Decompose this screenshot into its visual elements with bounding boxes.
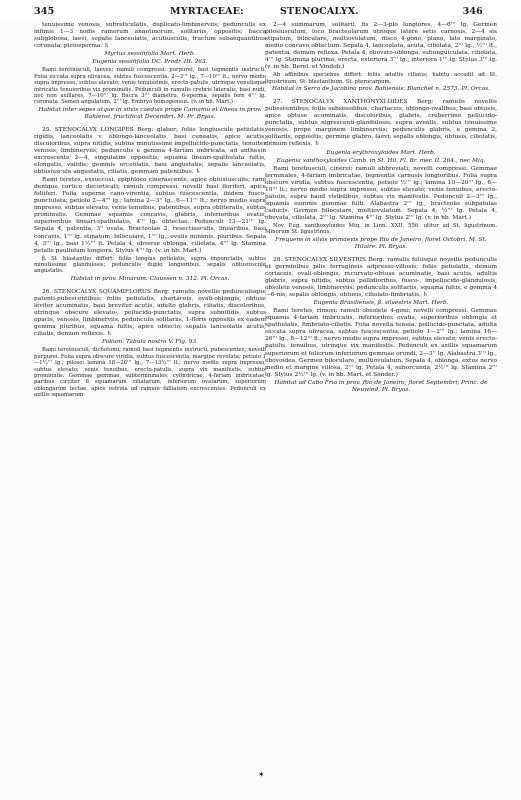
- right-block-7: Nov. Eug. xanthoxyloides Miq. in Linn. XXII. 556. utitur ad St. ligustrinum. Minorum St. ligustrinus.: [265, 222, 497, 236]
- right-block-2: Habitat in Serra de Jacobina prov. Bahiensis: Blanchet n. 2573. Pl. Orcas.: [271, 86, 491, 93]
- right-block-9: 28. STENOCALYX SILVESTRIS Berg: ramulis foliisque novellis pedunculis et germinibus pilis ferrugineis adpresso-villosis; foliis petiolatis, demum coriaceis, ovali-oblongis, recurvato-obtuse acuminatis, basi acutis, adultis glabris, supra nitidis, subtus pallidioribus, fusco-, impellucido-glandulosis, obsolete venosis, limbinerviis; pedunculis solitariis, squama fultis, e gemma 4—6-nis; sepalis oblongis, obtusis, ciliolato-fimbriatis. ♄: [265, 256, 497, 299]
- right-block-11: Rami teretes, rimosi; ramuli obsolete 4-goni; novelli compressi. Gemmae squamis 4-fariam imbricatis, inferioribus ovatis, superioribus oblongis et spathulatis, fimbriato-ciliatis. Folia novella tenuia, pellucido-punctata, adulta siccata supra olivacea, subtus fuscescentia; petiolo 1—2''' lg.; lamina 16—26''' lg., 8—12''' lt.; nervo medio supra impresso, subtus elevato; venis erecto-patulis, tenuibus, utrinque vix manifestis. Pedunculi ex axillis squamarum superiorum et foliorum inferiorum gemmae orundi, 2—3'' lg. Alabastra 3''' lg., obovoidea. Germen biloculare, multiovulatum. Sepala 4, oblonga, extus nervo medio et margine villosa, 2''' lg. Petala 4, suborcunda, 2½''' lg. Stamina 2''' lg. Stylus 2½''' lg. (v. in hb. Mart. et Sonder.): [265, 308, 497, 378]
- left-block-8: Habitat in prov. Minarum: Claussen n. 312. Pl. Orcas.: [70, 275, 230, 282]
- page-number-left: 345: [34, 6, 55, 17]
- left-block-9: 26. STENOCALYX SQUAMIFLORUS Berg: ramulis novellis pedunculisque patenti-pubescentibus; foliis petiolatis, chartaceis, ovali-oblongis, obtuse leviter acuminatis, basi breviter acutis, adulto glabris, ciliatis, discoloribus, utrinque obscure elevato-, pellucido-punctatis, supra subnitidis, subtus opacis, venosis, limbinerviis; pedunculis solitariis, 1-floris oppositis ex eadem gemma plurihus, squama fultis, apice obtecto; sepalis lanceolatis acutis, ciliatis, demum reflexis. ♄: [34, 288, 266, 338]
- page-number-right: 346: [462, 6, 483, 17]
- right-block-3: 27. STENOCALYX XANTHONYXLOIDES Berg: ramulis novellis pubescentibus; foliis subsessilibus, chartaceis, oblongo-ovalibus, basi obtusis, apice obtuse acuminatis, discoloribus, glabris, creberrime pellucido-punctatis, subtus nigrescenti-glandulosis, supra avenlis, subtus tenuissime venosis, prope marginem limbinerviis; pedunculis glabris, e gemma 2, solitariis, oppositis; germine glabro, laevi; sepalis oblongis, obtusis, ciliolatis, demum reflexis. ♄: [265, 99, 497, 148]
- right-block-8: Frequens in silvis primaevis prope Rio de Janeiro, floret Octobri. M. St. Hilaire. Pl. Bryas.: [275, 236, 487, 250]
- right-block-0: 2—4 summarum, solitarii, fis 2—3-plo longiores, 4—6''' lg. Germen pilosiusculum, loco bracteolarum utroque latere setis carnosis, 2—4 sis stipatum, biloculare, multiovulatum, disco 4-gono, plano, late marginato, medio concavo obtectum. Sepala 4, lanceolata, acuta, ciliolata, 2''' lg., ½''' lt., patentia, demum reflexa. Petala 4, obovato-oblonga, subunguiculata, ciliolata, 4''' lg. Stamina plurima, erecta, exteriora 3''' lg., interiora 1''' lg. Stylus 3''' lg. (v. in hb. Berol. et Vindob.): [265, 22, 497, 71]
- right-block-10: Eugenia Brasiliensis, β. silvestris Mart. Herb.: [313, 300, 449, 307]
- left-block-4: Habitat inter sepes atque in silvis caeduis prope Camamú et Ilheos in prov. Bahiensi, fructificat Decembri. M. Pr. Bryas.: [38, 106, 262, 120]
- left-block-3: Rami teretiusculi, laeves; ramuli compressi, purpurei, basi tegmentis instructi. Folia siccata supra olivacea, subtus fuscescentia, 2—3''' lg., 7—10''' lt.; nervo medio supra impresso, subtus elevato; venis tenuissimis, erecto-patulis, utrinque venulisque intricatis tenuioribus vix prominulis. Pedunculi in ramulis crebris lateralis, basi nudi, nec non axillares, 7—10''' lg. Bacca 3''' diametro, 6-sperma, sepalis fere 4''' lg. coronata. Semen angulatum, 2''' lg. Embryo homogeneus. (v. in hb. Mart.): [34, 67, 266, 106]
- left-block-11: Rami teretiusculi, dichotomi; ramuli basi tegmentis instructi, pubescentes; novelli purpurei. Folia supra obscure viridia, subtus fuscescentia, margine revoluta; petiolo 1—1½''' lg., piloso; lamina 18—26''' lg., 7—13½''' lt.; nervo medio supra impresso, subtus elevato; venis tenuibus, erecto-patulis, supra vix manifestis, subtus prominulis. Gemmae gemmae, subtermninales, cylindricae, 4-fariam imbricatae, paribus circiter 8 squamarum ciliatarum, inferiorum ovatarum, superiorum oblongarum tectae, apice ostrina ad ramum falliatum excrescentes. Pedunculi ex axillis squamarum: [34, 347, 266, 399]
- running-title-left: MYRTACEAE:: [170, 6, 244, 17]
- left-block-0: tenuissime venosis, subreticulatis, duplicato-limbinerviis; pedunculis ex infimis 1—3 nodis ramorum annotinorum, solitariis, oppositis; bacca subglobosa, laevi, sepalis lanceolatis, acutiusculis, fructum subaequantibus coronata, pleiosperma. ♄: [34, 22, 266, 50]
- running-title-right: STENOCALYX.: [280, 6, 359, 17]
- right-column: [265, 22, 497, 395]
- footer-ornament: ✶: [258, 770, 265, 779]
- left-block-7: β. St. blastantho differt: foliis longius petiolatis, supra impunctatis, subtus minutissime glandulosis; pedunculis duplo longioribus, sepalis obtusiuscule angustatis.: [34, 255, 266, 275]
- right-block-1: Ab affinibus speciebus differt: foliis adultis ciliatis; habitu accedit ad St. ligustrinum, St. blastanthum, St. pterocarpum.: [265, 72, 497, 85]
- left-block-1: Myrtus sessilifolia Mart. Herb.: [104, 51, 196, 58]
- right-block-5: Eugenia xanthoxyloides Camb. in St. Hil. Fl. Br. mer. II. 264., nec Miq.: [276, 157, 486, 164]
- right-block-6: Rami teretiusculi, cinerei; ramuli abbreviati; novelli compressi. Gemmae terminales, 4-fariam imbricatae, tegmentis carnosis longioribus. Folia supra obscure viridia, subtus fuscescentia; petiolo ½''' lg.; lamina 10—20''' lg., 6—10''' lt.; nervo medio supra impresso, subtus elevato; venis tenuibus, erecto-patulis, supra haud visibilibus, subtus vix manifestis. Pedunculi 2—3''' lg., squamis summis gemmae fulti. Alabastra 2''' lg., bracteolis subpatulas caducis. Germen biloculare, multiovulatum. Sepala 4, ½''' lg. Petala 4, obovata, ciliolata, 2''' lg. Stamina 4''' lg. Stylus 2''' lg. (v. in hb. Mart.): [265, 165, 497, 221]
- right-block-12: Habitat ad Cabo Frio in prov. Rio de Janeiro, floret Septembri; Princ. de Neuwied. Pl. Bryas.: [274, 379, 488, 393]
- left-column: [34, 22, 266, 400]
- left-block-10: Folium: Tabula nostra V. Fig. 93.: [101, 339, 199, 346]
- left-block-5: 25. STENOCALYX LONGIPES Berg: glaber; foliis longiuscule petiolatis, rigidis, lanceolatis v. oblongo-lanceolatis, basi cuneatis, apice acutis, discoloribus, supra nitidis, subtus minutissime impellucido-punctatis, tenuiter venosis, limbinerviis; pedunculis e gemma 4-fariam imbricata, ad anthesin excrescente 2—4, singulatim oppositis, squama lineari-spathulata fultis, elongatis, validis; gemmis urceolatis, basi angustatis; sepalis lanceolatis, obtusiuscule angustatis, ciliatis, gemmam patentibus. ♄: [34, 126, 266, 176]
- left-block-6: Rami teretes, exsuccosi, epiphloeo cinerascente, apice obtusiusculis; rami denique cortice decorticati; ramuli compressi, novelli basi floriferi, apice foliiferi. Folia superne cano-virentia, subtus fuscescentia, ibidem fusco-punctulata; petiolo 2—4''' lg.; lamina 2—3'' lg., 6—11''' lt.; nervo medio supra impresso, subtus elevato; venis tenuibus, patentibus, supra obliteratis, subtus prominulis. Gemmae squamis concavis, glabris, inferioribus ovatis, superioribus lineari-spathulatis, 4''' lg. obtectae. Pedunculi 13—21''' lg. Sepala 4, patentia, 3'' ovata, Bracteolae 2, resectiusculis, linearibus, basi concavis, 1''' lg. stipatum, biloculare, 1''' lg.; ovulis minimis, pluribus. Sepala 4, 3''' lg., basi 1½''' lt. Petala 4, obverse oblonga, ciliolata, 4''' lg. Stamina petalis paullulum longiora. Stylus 4''' lg. (v. in hb. Mart.): [34, 177, 266, 254]
- left-block-2: Eugenia sessilifolia DC. Prodr. III. 263.: [92, 59, 208, 66]
- right-block-4: Eugenia erythroxyloides Mart. Herb.: [326, 149, 436, 156]
- running-header: [0, 0, 521, 22]
